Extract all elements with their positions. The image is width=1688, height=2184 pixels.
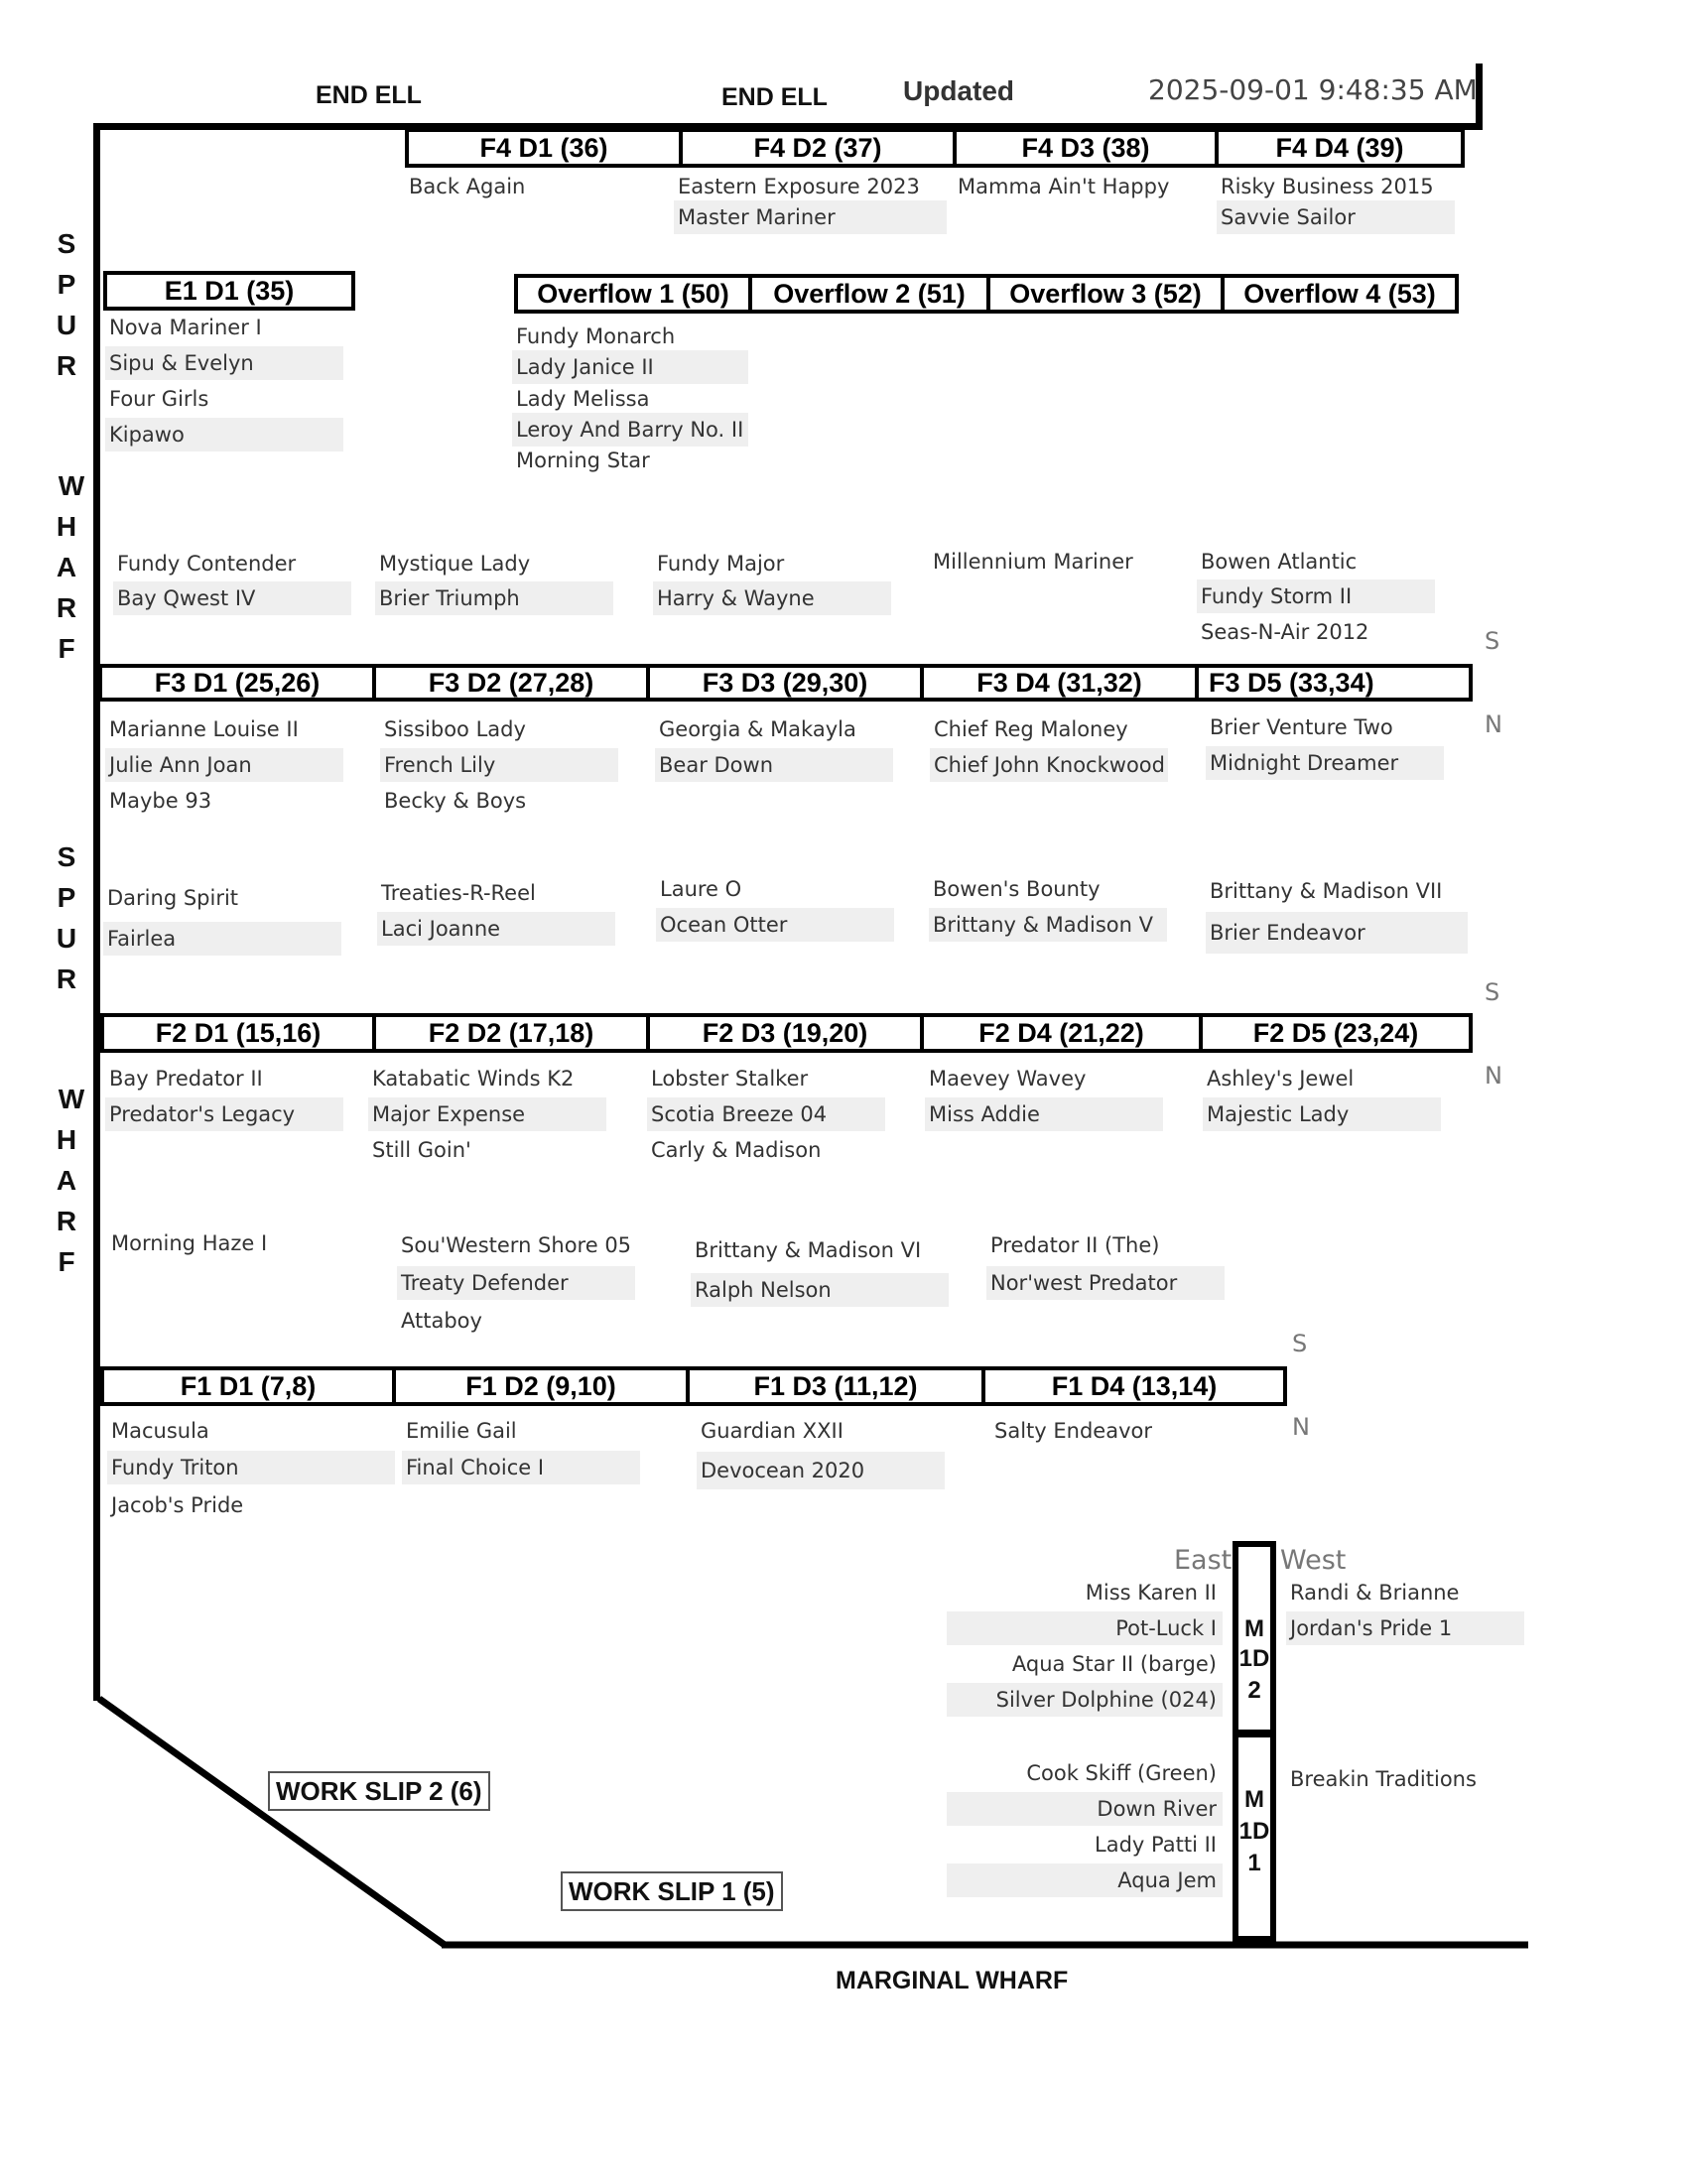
boat-label: Bear Down xyxy=(655,748,893,782)
boat-label: Majestic Lady xyxy=(1203,1097,1441,1131)
m1-d2-label: 1D xyxy=(1238,1645,1270,1672)
dock-f2-d3[interactable]: F2 D3 (19,20) xyxy=(646,1013,924,1053)
side-label-char: H xyxy=(56,511,77,542)
dock-f3-d1[interactable]: F3 D1 (25,26) xyxy=(98,664,376,702)
boat-label: Pot-Luck I xyxy=(947,1611,1223,1645)
boat-label: Brittany & Madison VII xyxy=(1210,879,1443,903)
boat-label: Lady Melissa xyxy=(516,387,650,411)
dock-f3-d2[interactable]: F3 D2 (27,28) xyxy=(372,664,650,702)
boat-label: Millennium Mariner xyxy=(933,550,1133,574)
dock-f2-d5[interactable]: F2 D5 (23,24) xyxy=(1199,1013,1473,1053)
dock-f2-d4[interactable]: F2 D4 (21,22) xyxy=(920,1013,1203,1053)
boat-label: Fundy Triton xyxy=(107,1451,395,1484)
boat-label: Sou'Western Shore 05 xyxy=(401,1233,632,1257)
boat-label: Laci Joanne xyxy=(377,912,615,946)
boat-label: Mamma Ain't Happy xyxy=(958,175,1170,198)
marginal-wharf-label: MARGINAL WHARF xyxy=(836,1967,1069,1994)
side-label-char: A xyxy=(56,1165,77,1196)
dock-overflow-3[interactable]: Overflow 3 (52) xyxy=(986,274,1225,314)
boat-label: Predator II (The) xyxy=(990,1233,1160,1257)
side-label-char: A xyxy=(56,552,77,582)
boat-label: Sissiboo Lady xyxy=(384,717,526,741)
boat-label: Bowen's Bounty xyxy=(933,877,1101,901)
boat-label: Bowen Atlantic xyxy=(1201,550,1358,574)
boat-label: Treaty Defender xyxy=(397,1266,635,1300)
boat-label: Maybe 93 xyxy=(109,789,212,813)
boat-label: Harry & Wayne xyxy=(653,581,891,615)
boat-label: Lady Janice II xyxy=(512,350,748,384)
side-label-char: W xyxy=(58,470,85,501)
side-label-char: P xyxy=(57,882,76,913)
boat-label: Fundy Storm II xyxy=(1197,579,1435,613)
boat-label: Bay Predator II xyxy=(109,1067,263,1091)
dock-f4-d3[interactable]: F4 D3 (38) xyxy=(953,128,1219,168)
side-label-char: F xyxy=(58,1246,75,1277)
boat-label: Georgia & Makayla xyxy=(659,717,856,741)
boat-label: Back Again xyxy=(409,175,526,198)
side-label-char: H xyxy=(56,1124,77,1155)
dock-f4-d4[interactable]: F4 D4 (39) xyxy=(1215,128,1465,168)
side-label-char: W xyxy=(58,1084,85,1114)
boat-label: Fundy Contender xyxy=(117,552,297,576)
dock-f3-d5[interactable]: F3 D5 (33,34) xyxy=(1195,664,1473,702)
side-label-char: R xyxy=(56,964,77,994)
boat-label: Brier Endeavor xyxy=(1206,912,1468,954)
boat-label: Savvie Sailor xyxy=(1217,200,1455,234)
side-label-char: S xyxy=(57,841,76,872)
boat-label: Final Choice I xyxy=(402,1451,640,1484)
boat-label: Fundy Monarch xyxy=(516,324,676,348)
boat-label: Lady Patti II xyxy=(1095,1833,1217,1857)
compass-north-label: N xyxy=(1292,1413,1310,1441)
dock-overflow-1[interactable]: Overflow 1 (50) xyxy=(514,274,752,314)
boat-label: Leroy And Barry No. II xyxy=(512,413,748,447)
boat-label: Fundy Major xyxy=(657,552,785,576)
m1-d2-label: M xyxy=(1244,1615,1264,1642)
boat-label: Midnight Dreamer xyxy=(1206,746,1444,780)
work-slip-1[interactable]: WORK SLIP 1 (5) xyxy=(561,1871,783,1911)
boat-label: Ashley's Jewel xyxy=(1207,1067,1355,1091)
dock-f3-d4[interactable]: F3 D4 (31,32) xyxy=(920,664,1199,702)
boat-label: Kipawo xyxy=(105,418,343,451)
boat-label: Aqua Jem xyxy=(947,1863,1223,1897)
dock-f1-d4[interactable]: F1 D4 (13,14) xyxy=(981,1366,1287,1406)
m1-d1-label: M xyxy=(1244,1786,1264,1813)
m1-d1-label: 1 xyxy=(1247,1850,1261,1876)
m1-d1-label: 1D xyxy=(1238,1818,1270,1845)
boat-label: Sipu & Evelyn xyxy=(105,346,343,380)
dock-f4-d1[interactable]: F4 D1 (36) xyxy=(405,128,683,168)
boat-label: Attaboy xyxy=(401,1309,482,1333)
updated-label: Updated xyxy=(903,75,1014,106)
boat-label: French Lily xyxy=(380,748,618,782)
boat-label: Randi & Brianne xyxy=(1290,1581,1460,1605)
east-side-label: East xyxy=(1174,1545,1233,1576)
boat-label: Devocean 2020 xyxy=(697,1452,945,1489)
boat-label: Jacob's Pride xyxy=(111,1493,244,1517)
boat-label: Miss Addie xyxy=(925,1097,1163,1131)
boat-label: Lobster Stalker xyxy=(651,1067,809,1091)
side-label-char: P xyxy=(57,269,76,300)
dock-f2-d1[interactable]: F2 D1 (15,16) xyxy=(100,1013,376,1053)
boat-label: Predator's Legacy xyxy=(105,1097,343,1131)
side-label-char: U xyxy=(56,310,77,340)
boat-label: Master Mariner xyxy=(674,200,947,234)
boat-label: Chief Reg Maloney xyxy=(934,717,1128,741)
work-slip-2[interactable]: WORK SLIP 2 (6) xyxy=(268,1771,490,1811)
dock-f1-d2[interactable]: F1 D2 (9,10) xyxy=(392,1366,690,1406)
boat-label: Down River xyxy=(947,1792,1223,1826)
compass-north-label: N xyxy=(1485,1062,1502,1090)
boat-label: Cook Skiff (Green) xyxy=(1026,1761,1217,1785)
compass-south-label: S xyxy=(1485,627,1500,655)
boat-label: Bay Qwest IV xyxy=(113,581,351,615)
compass-south-label: S xyxy=(1485,978,1500,1006)
boat-label: Guardian XXII xyxy=(701,1419,844,1443)
dock-f1-d1[interactable]: F1 D1 (7,8) xyxy=(100,1366,396,1406)
boat-label: Brittany & Madison V xyxy=(929,908,1167,942)
dock-f3-d3[interactable]: F3 D3 (29,30) xyxy=(646,664,924,702)
side-label-char: F xyxy=(58,633,75,664)
boat-label: Brier Triumph xyxy=(375,581,613,615)
dock-overflow-2[interactable]: Overflow 2 (51) xyxy=(748,274,990,314)
side-label-char: U xyxy=(56,923,77,954)
dock-f4-d2[interactable]: F4 D2 (37) xyxy=(679,128,957,168)
boat-label: Seas-N-Air 2012 xyxy=(1201,620,1369,644)
boat-label: Macusula xyxy=(111,1419,209,1443)
boat-label: Becky & Boys xyxy=(384,789,527,813)
boat-label: Laure O xyxy=(660,877,742,901)
boat-label: Nova Mariner I xyxy=(109,316,262,339)
end-ell-left-label: END ELL xyxy=(316,81,422,109)
boat-label: Treaties-R-Reel xyxy=(381,881,536,905)
end-ell-right-label: END ELL xyxy=(721,83,828,111)
boat-label: Daring Spirit xyxy=(107,886,239,910)
boat-label: Four Girls xyxy=(109,387,209,411)
boat-label: Brier Venture Two xyxy=(1210,715,1393,739)
boat-label: Eastern Exposure 2023 xyxy=(678,175,920,198)
boat-label: Ocean Otter xyxy=(656,908,894,942)
boat-label: Maevey Wavey xyxy=(929,1067,1087,1091)
boat-label: Miss Karen II xyxy=(1085,1581,1217,1605)
boat-label: Risky Business 2015 xyxy=(1221,175,1434,198)
west-side-label: West xyxy=(1280,1545,1347,1576)
boat-label: Major Expense xyxy=(368,1097,606,1131)
boat-label: Chief John Knockwood xyxy=(930,748,1168,782)
boat-label: Salty Endeavor xyxy=(994,1419,1152,1443)
boat-label: Mystique Lady xyxy=(379,552,531,576)
boat-label: Marianne Louise II xyxy=(109,717,299,741)
side-label-char: S xyxy=(57,228,76,259)
boat-label: Brittany & Madison VI xyxy=(695,1238,922,1262)
boat-label: Julie Ann Joan xyxy=(105,748,343,782)
boat-label: Emilie Gail xyxy=(406,1419,517,1443)
boat-label: Ralph Nelson xyxy=(691,1273,949,1307)
boat-label: Morning Haze I xyxy=(111,1231,268,1255)
m1-d2-label: 2 xyxy=(1247,1677,1261,1704)
boat-label: Nor'west Predator xyxy=(986,1266,1225,1300)
boat-label: Breakin Traditions xyxy=(1290,1767,1477,1791)
dock-f1-d3[interactable]: F1 D3 (11,12) xyxy=(686,1366,985,1406)
dock-e1-d1[interactable]: E1 D1 (35) xyxy=(103,271,355,311)
side-label-char: R xyxy=(56,350,77,381)
boat-label: Carly & Madison xyxy=(651,1138,822,1162)
boat-label: Morning Star xyxy=(516,449,650,472)
boat-label: Still Goin' xyxy=(372,1138,471,1162)
boat-label: Fairlea xyxy=(103,922,341,956)
boat-label: Aqua Star II (barge) xyxy=(1011,1652,1217,1676)
compass-south-label: S xyxy=(1292,1330,1308,1357)
compass-north-label: N xyxy=(1485,710,1502,738)
boat-label: Scotia Breeze 04 xyxy=(647,1097,885,1131)
dock-overflow-4[interactable]: Overflow 4 (53) xyxy=(1221,274,1459,314)
boat-label: Katabatic Winds K2 xyxy=(372,1067,575,1091)
side-label-char: R xyxy=(56,592,77,623)
boat-label: Silver Dolphine (024) xyxy=(947,1683,1223,1717)
boat-label: Jordan's Pride 1 xyxy=(1286,1611,1524,1645)
dock-f2-d2[interactable]: F2 D2 (17,18) xyxy=(372,1013,650,1053)
side-label-char: R xyxy=(56,1206,77,1236)
updated-timestamp: 2025-09-01 9:48:35 AM xyxy=(1148,73,1478,106)
